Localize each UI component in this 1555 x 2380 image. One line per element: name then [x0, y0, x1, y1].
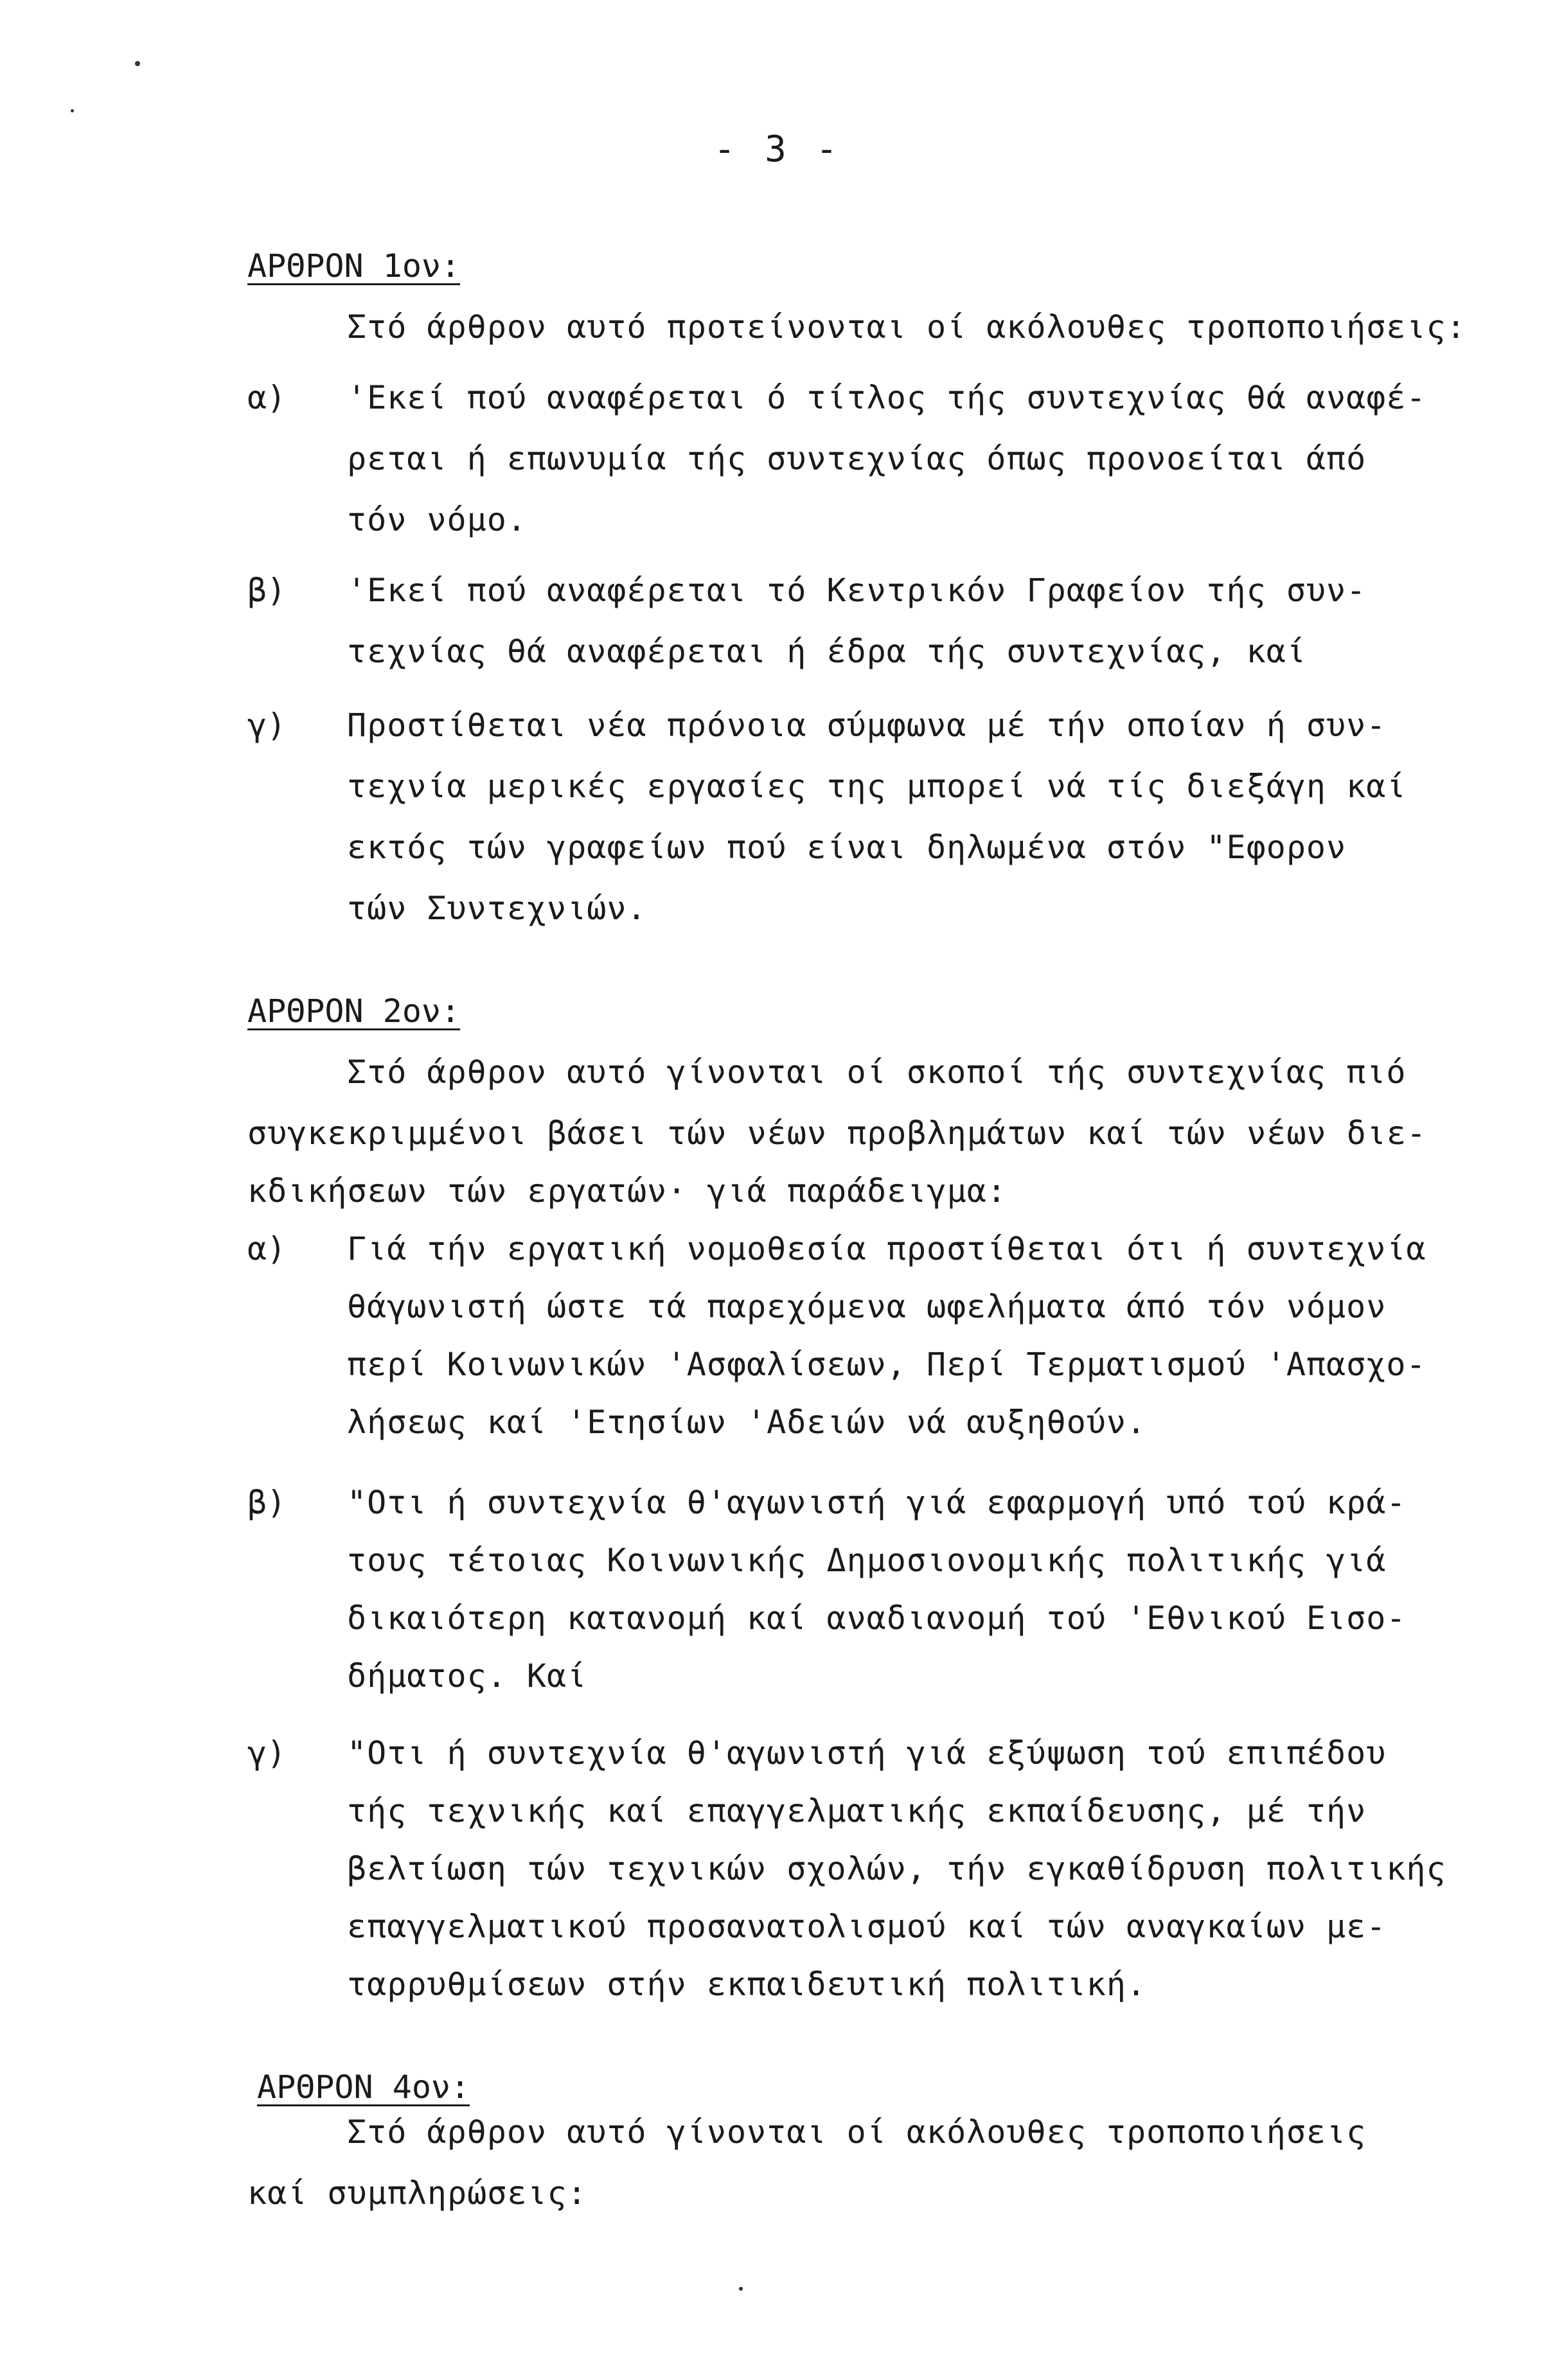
scan-speck	[135, 61, 140, 66]
article-2-item-a-marker: α)	[247, 1230, 287, 1267]
article-2-item-c-line: "Οτι ή συντεχνία θ'αγωνιστή γιά εξύψωση τού επιπέδου	[347, 1734, 1387, 1772]
article-2-heading: ΑΡΘΡΟΝ 2ον:	[247, 992, 461, 1030]
page-number: - 3 -	[713, 128, 842, 170]
article-4-heading: ΑΡΘΡΟΝ 4ον:	[257, 2068, 470, 2106]
article-1-item-c-line: Προστίθεται νέα πρόνοια σύμφωνα μέ τήν οποίαν ή συν-	[347, 707, 1387, 744]
article-1-item-b-line: 'Εκεί πού αναφέρεται τό Κεντρικόν Γραφείον τής συν-	[347, 572, 1367, 609]
article-1-heading: ΑΡΘΡΟΝ 1ον:	[247, 247, 461, 285]
article-2-item-b-line: δικαιότερη κατανομή καί αναδιανομή τού 'Εθνικού Εισο-	[347, 1600, 1407, 1637]
article-2-item-b-line: τους τέτοιας Κοινωνικής Δημοσιονομικής πολιτικής γιά	[347, 1542, 1387, 1579]
article-1-item-c-line: εκτός τών γραφείων πού είναι δηλωμένα στόν "Εφορον	[347, 829, 1347, 866]
article-2-item-b-line: "Οτι ή συντεχνία θ'αγωνιστή γιά εφαρμογή υπό τού κρά-	[347, 1484, 1407, 1521]
article-1-item-c-marker: γ)	[247, 707, 287, 744]
article-1-item-a-line: ρεται ή επωνυμία τής συντεχνίας όπως προνοείται άπό	[347, 440, 1367, 477]
article-1-item-a-marker: α)	[247, 379, 287, 416]
article-4-intro-line: Στό άρθρον αυτό γίνονται οί ακόλουθες τροποποιήσεις	[347, 2113, 1367, 2151]
article-1-item-a-line: 'Εκεί πού αναφέρεται ό τίτλος τής συντεχνίας θά αναφέ-	[347, 379, 1426, 416]
article-1-item-b-marker: β)	[247, 572, 287, 609]
article-2-item-c-line: βελτίωση τών τεχνικών σχολών, τήν εγκαθίδρυση πολιτικής	[347, 1850, 1446, 1887]
article-1-item-c-line: τών Συντεχνιών.	[347, 890, 647, 927]
article-1-item-b-line: τεχνίας θά αναφέρεται ή έδρα τής συντεχνίας, καί	[347, 633, 1306, 670]
article-2-intro-line: συγκεκριμμένοι βάσει τών νέων προβλημάτων καί τών νέων διε-	[247, 1115, 1427, 1152]
article-2-intro-line: κδικήσεων τών εργατών· γιά παράδειγμα:	[247, 1172, 1007, 1210]
article-2-item-a-line: θάγωνιστή ώστε τά παρεχόμενα ωφελήματα άπό τόν νόμον	[347, 1288, 1387, 1325]
article-2-item-c-marker: γ)	[247, 1734, 287, 1772]
article-2-item-c-line: τής τεχνικής καί επαγγελματικής εκπαίδευσης, μέ τήν	[347, 1792, 1367, 1829]
article-2-item-c-line: επαγγελματικού προσανατολισμού καί τών αναγκαίων με-	[347, 1908, 1387, 1945]
article-2-item-c-line: ταρρυθμίσεων στήν εκπαιδευτική πολιτική.	[347, 1966, 1147, 2003]
article-1-item-c-line: τεχνία μερικές εργασίες της μπορεί νά τίς διεξάγη καί	[347, 768, 1407, 805]
article-1-intro: Στό άρθρον αυτό προτείνονται οί ακόλουθες τροποποιήσεις:	[347, 308, 1466, 346]
article-2-item-b-marker: β)	[247, 1484, 287, 1521]
scan-speck	[739, 2287, 743, 2291]
article-2-item-a-line: περί Κοινωνικών 'Ασφαλίσεων, Περί Τερματισμού 'Απασχο-	[347, 1346, 1426, 1383]
scan-speck	[71, 109, 74, 112]
article-1-item-a-line: τόν νόμο.	[347, 501, 527, 538]
article-2-item-a-line: λήσεως καί 'Ετησίων 'Αδειών νά αυξηθούν.	[347, 1404, 1147, 1441]
article-4-intro-line: καί συμπληρώσεις:	[247, 2174, 587, 2212]
article-2-item-a-line: Γιά τήν εργατική νομοθεσία προστίθεται ότι ή συντεχνία	[347, 1230, 1426, 1267]
article-2-intro-line: Στό άρθρον αυτό γίνονται οί σκοποί τής συντεχνίας πιό	[347, 1053, 1407, 1091]
article-2-item-b-line: δήματος. Καί	[347, 1657, 587, 1695]
